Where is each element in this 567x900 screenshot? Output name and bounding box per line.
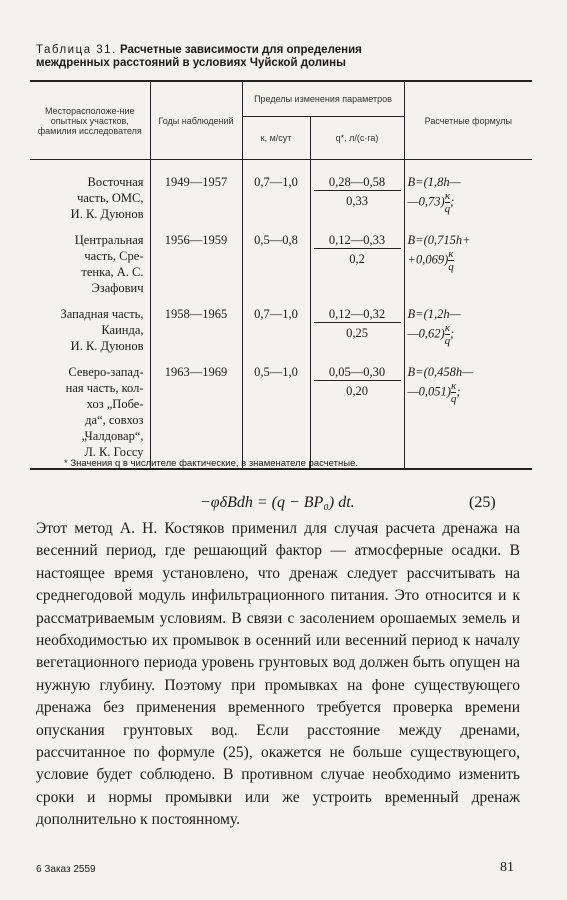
table-footnote: * Значения q в числителе фактические, в знаменателе расчетные. — [64, 458, 358, 469]
cell-location: Восточная часть, ОМС, И. К. Дуюнов — [70, 175, 144, 221]
cell-location: Западная часть, Каинда, И. К. Дуюнов — [60, 307, 144, 353]
cell-years: 1963—1969 — [150, 358, 242, 469]
table-row — [30, 226, 532, 300]
cell-years: 1958—1965 — [150, 300, 242, 358]
header-k: к, м/сут — [242, 117, 310, 160]
cell-k: 0,7—1,0 — [242, 160, 310, 227]
header-formulas: Расчетные формулы — [404, 81, 532, 160]
caption-text-line1: Расчетные зависимости для определения — [116, 44, 362, 56]
signature-mark: 6 Заказ 2559 — [36, 864, 96, 875]
cell-q: 0,12—0,33 0,2 — [310, 226, 404, 300]
cell-q: 0,05—0,30 0,20 — [310, 358, 404, 469]
cell-formula: B=(1,8h— —0,73) к q; — [404, 160, 532, 227]
header-limits: Пределы изменения параметров — [242, 81, 404, 117]
table-caption — [36, 44, 536, 70]
header-location: Месторасположе-ние опытных участков, фамилия исследователя — [30, 81, 150, 160]
header-years: Годы наблюдений — [150, 81, 242, 160]
cell-k: 0,5—1,0 — [242, 358, 310, 469]
cell-formula: B=(0,715h+ +0,069) к q — [404, 226, 532, 300]
caption-label: Таблица 31. — [36, 44, 117, 56]
formulas-table — [30, 80, 532, 470]
header-q: q*, л/(с·га) — [310, 117, 404, 160]
cell-location: Северо-запад- ная часть, кол- хоз „Побе- да“, совхоз „Чалдовар“, Л. К. Госсу — [30, 358, 150, 469]
equation-number: (25) — [469, 494, 496, 511]
cell-formula: B=(1,2h— —0,62) к q; — [404, 300, 532, 358]
cell-years: 1949—1957 — [150, 160, 242, 227]
cell-q: 0,12—0,32 0,25 — [310, 300, 404, 358]
cell-location: Центральная часть, Сре- тенка, А. С. Эзафович — [74, 233, 144, 295]
cell-k: 0,5—0,8 — [242, 226, 310, 300]
cell-years: 1956—1959 — [150, 226, 242, 300]
table-row — [30, 160, 532, 227]
page-number: 81 — [500, 860, 514, 875]
table-row — [30, 300, 532, 358]
table-row — [30, 358, 532, 469]
cell-q: 0,28—0,58 0,33 — [310, 160, 404, 227]
cell-k: 0,7—1,0 — [242, 300, 310, 358]
caption-text-line2: междренных расстояний в условиях Чуйской долины — [36, 57, 346, 69]
body-paragraph: Этот метод А. Н. Костяков применил для случая расчета дренажа на весенний период, где решающий фактор — атмосферные осадки. В настоящее время установлено, что дренаж следует рассчитывать на среднегодовой модуль инфильтрационного питания. Это относится и к рассматриваемым условиям. В связи с засолением орошаемых земель и необходимостью их промывок в осенний или весенний период к началу вегетационного периода уровень грунтовых вод должен быть опущен на нужную глубину. Поэтому при промывках на фоне существующего дренажа без применения временного требуется проверка времени опускания грунтовых вод. Если расстояние между дренами, рассчитанное по формуле (25), окажется не больше существующего, условие будет соблюдено. В противном случае необходимо изменить сроки и нормы промывки или же устроить временный дренаж дополнительно к постоянному. — [36, 520, 520, 829]
cell-formula: B=(0,458h— —0,051) к q; — [404, 358, 532, 469]
equation: −φδBdh = (q − BP₀) dt. — [200, 494, 355, 511]
